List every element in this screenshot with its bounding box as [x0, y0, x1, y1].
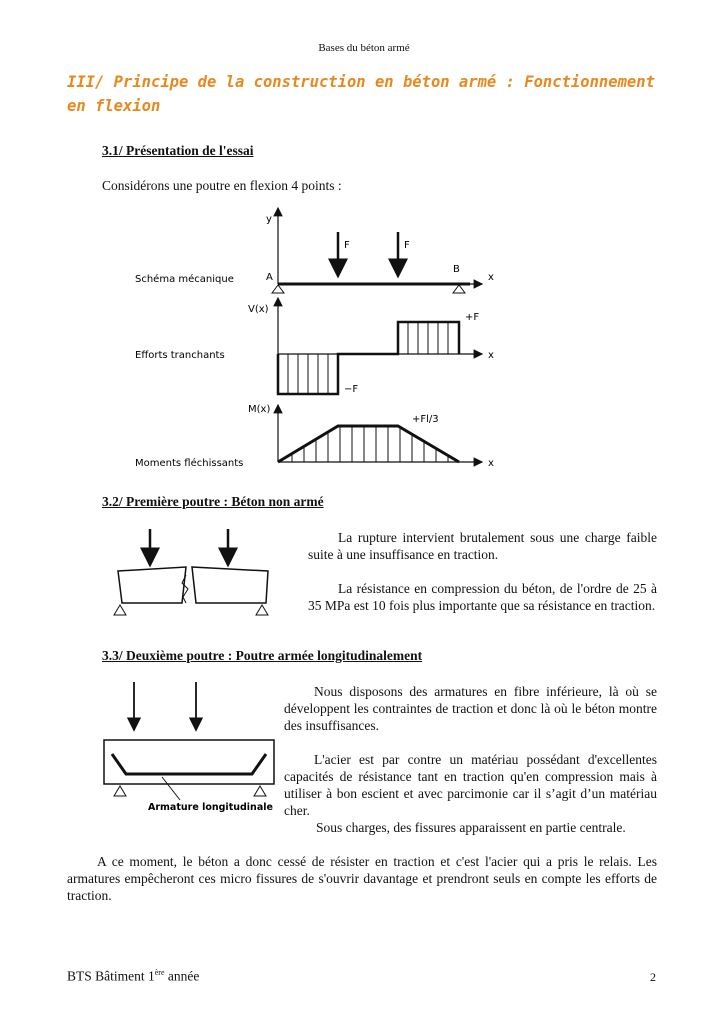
footer-course-suffix: année: [164, 968, 200, 984]
shear-outline: [278, 322, 459, 394]
longitudinal-rebar: [112, 754, 266, 774]
shear-positive-label: +F: [465, 312, 480, 323]
support-b-label: B: [453, 264, 460, 275]
footer-course-name: BTS Bâtiment 1: [67, 968, 155, 984]
beam-body: [104, 740, 274, 784]
shear-hatch-negative: [288, 354, 328, 394]
rebar-leader-line: [162, 777, 180, 800]
support-b-icon: [453, 285, 465, 293]
subsection-3-1-heading: 3.1/ Présentation de l'essai: [102, 143, 254, 158]
moment-axis-x-label: x: [488, 458, 494, 469]
subsection-3-3-paragraph-1: Nous disposons des armatures en fibre inférieure, là où se développent les contraintes de traction et donc là où le béton montre des insuffisances.: [284, 684, 657, 733]
reinforced-beam-figure: [84, 678, 284, 828]
subsection-3-2-paragraph-2: La résistance en compression du béton, de l'ordre de 25 à 35 MPa est 10 fois plus importante que sa résistance en traction.: [308, 581, 657, 613]
subsection-3-2-paragraph-1: La rupture intervient brutalement sous une charge faible suite à une insuffisance en traction.: [308, 530, 657, 562]
axis-y-label: y: [266, 214, 272, 225]
label-schema: Schéma mécanique: [135, 274, 234, 285]
page-number: 2: [650, 970, 656, 984]
subsection-3-1-intro: Considérons une poutre en flexion 4 points :: [102, 178, 342, 193]
subsection-3-3-paragraph-2: L'acier est par contre un matériau possédant d'excellentes capacités de résistance tant en traction qu'en compression mais à utiliser à bon escient et avec parcimonie car il s’agit d’un matériau cher.: [284, 752, 657, 818]
rebar-label: Armature longitudinale: [148, 802, 273, 813]
shear-axis-x-label: x: [488, 350, 494, 361]
running-header: Bases du béton armé: [318, 42, 410, 54]
axis-x-label: x: [488, 272, 494, 283]
moment-max-label: +Fl/3: [412, 414, 439, 425]
support-right-icon: [256, 605, 268, 615]
support-a-icon: [272, 285, 284, 293]
moment-outline: [278, 426, 459, 462]
axis-v-label: V(x): [248, 304, 269, 315]
force-2-label: F: [404, 240, 410, 251]
footer-course: [67, 968, 199, 985]
support-right-icon: [254, 786, 266, 796]
label-moment: Moments fléchissants: [135, 458, 244, 469]
support-left-icon: [114, 605, 126, 615]
shear-negative-label: −F: [344, 384, 359, 395]
bending-diagram: [120, 200, 510, 475]
label-shear: Efforts tranchants: [135, 350, 225, 361]
subsection-3-3-heading: 3.3/ Deuxième poutre : Poutre armée longitudinalement: [102, 648, 423, 663]
moment-hatch: [292, 426, 448, 462]
subsection-3-2-heading: 3.2/ Première poutre : Béton non armé: [102, 494, 324, 509]
subsection-3-3-paragraph-3: Sous charges, des fissures apparaissent en partie centrale.: [316, 820, 626, 835]
axis-m-label: M(x): [248, 404, 271, 415]
support-left-icon: [114, 786, 126, 796]
footer-course-sup: ère: [154, 968, 165, 977]
section-title: III/ Principe de la construction en béton armé : Fonctionnement en flexion: [67, 73, 655, 115]
force-1-label: F: [344, 240, 350, 251]
shear-hatch-positive: [408, 322, 448, 354]
beam-half-left: [118, 567, 186, 603]
unreinforced-beam-figure: [100, 525, 295, 625]
beam-half-right: [192, 567, 268, 603]
support-a-label: A: [266, 272, 273, 283]
conclusion-paragraph: A ce moment, le béton a donc cessé de résister en traction et c'est l'acier qui a pris le relais. Les armatures empêcheront ces micro fissures de s'ouvrir davantage et prendront seuls en compte les efforts de traction.: [67, 854, 657, 903]
